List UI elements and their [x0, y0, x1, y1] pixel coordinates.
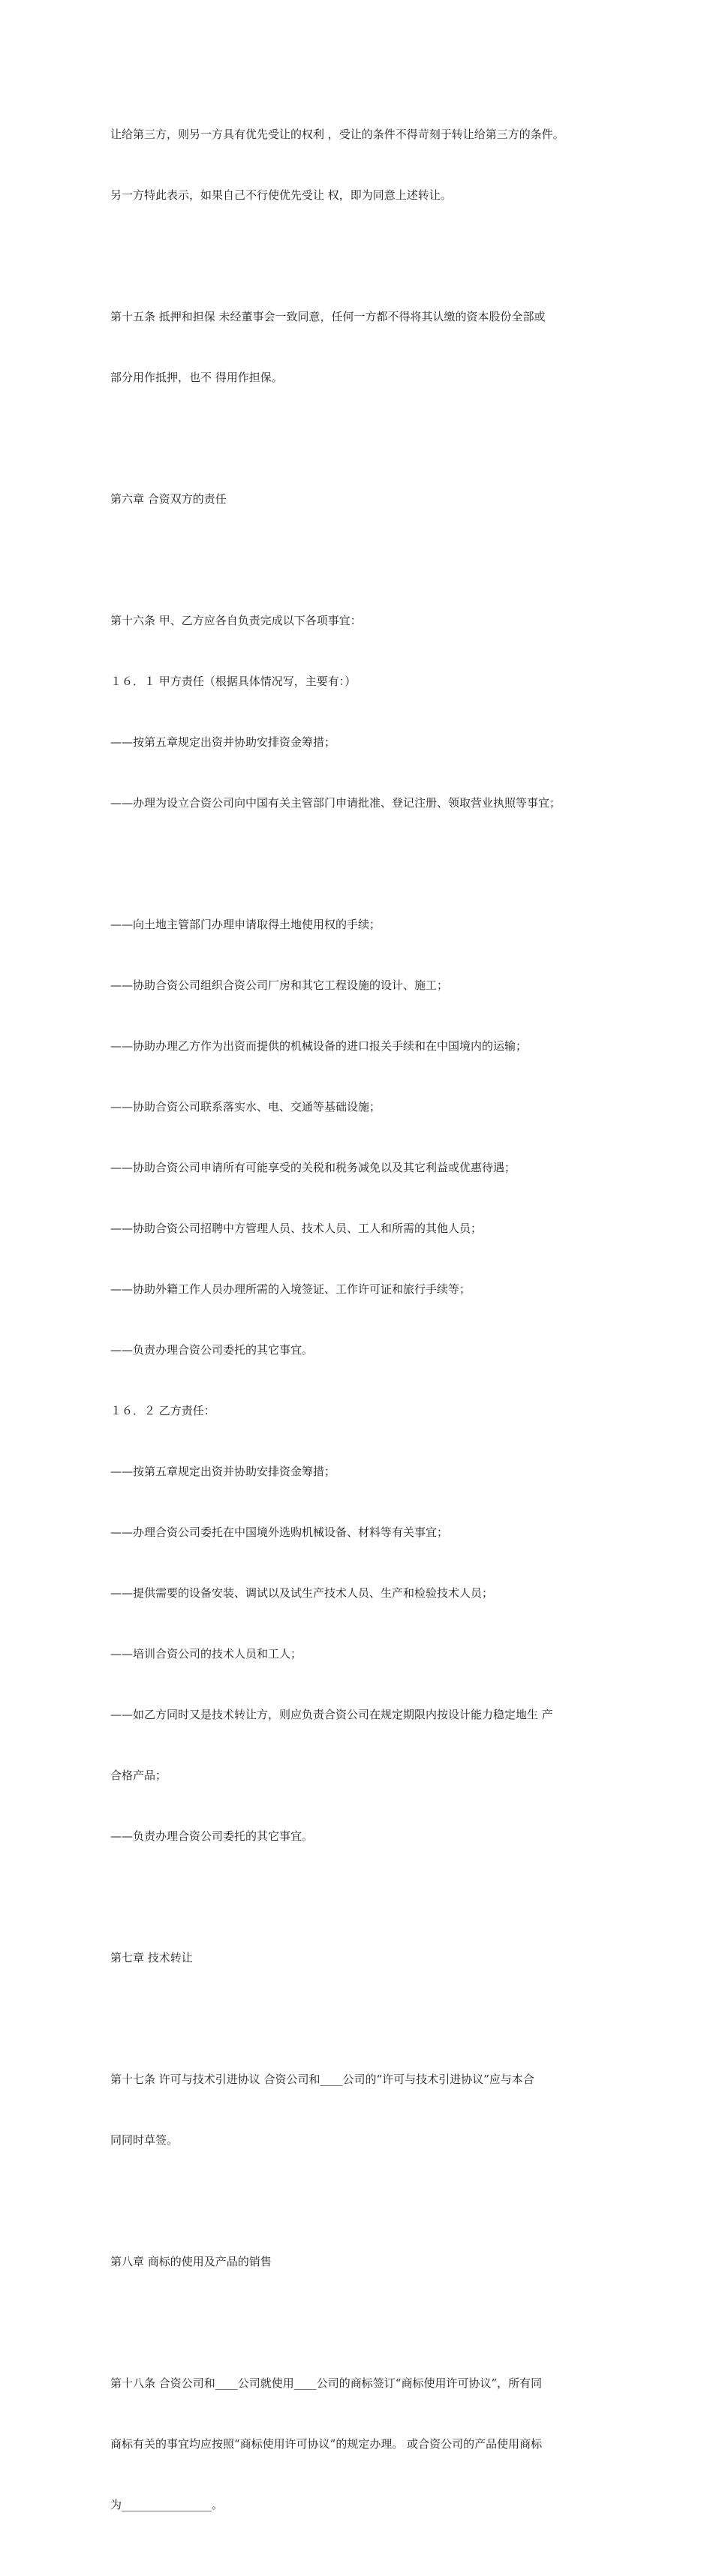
text-line: 部分用作抵押，也不 得用作担保。 [110, 371, 283, 384]
list-item: ——办理为设立合资公司向中国有关主管部门申请批准、登记注册、领取营业执照等事宜； [110, 796, 561, 810]
section-16-2-heading: １６．２ 乙方责任： [110, 1404, 215, 1417]
blank-line [110, 854, 621, 874]
list-item: ——培训合资公司的技术人员和工人； [110, 1647, 302, 1661]
text-line: 另一方特此表示，如果自己不行使优先受让 权，即为同意上述转让。 [110, 188, 452, 202]
list-item: ——协助外籍工作人员办理所需的入境签证、工作许可证和旅行手续等； [110, 1282, 471, 1296]
article-18-trademark [110, 2333, 621, 2556]
chapter-6-heading: 第六章 合资双方的责任 [110, 492, 227, 506]
list-item: ——协助合资公司招聘中方管理人员、技术人员、工人和所需的其他人员； [110, 1222, 483, 1235]
chapter-8-heading: 第八章 商标的使用及产品的销售 [110, 2255, 272, 2268]
text-line: 让给第三方，则另一方具有优先受让的权利 ，受让的条件不得苛刻于转让给第三方的条件。 [110, 128, 564, 141]
list-item: ——协助合资公司组织合资公司厂房和其它工程设施的设计、施工； [110, 978, 449, 992]
article-15-mortgage [110, 266, 621, 428]
chapter-7-heading: 第七章 技术转让 [110, 1951, 193, 1964]
list-item: ——协助合资公司联系落实水、电、交通等基础设施； [110, 1100, 381, 1114]
document-page [110, 84, 621, 2576]
text-line: 为________________。 [110, 2498, 224, 2511]
list-item: ——负责办理合资公司委托的其它事宜。 [110, 1343, 314, 1357]
text-line: 第十七条 许可与技术引进协议 合资公司和____公司的“许可与技术引进协议”应与本合 [110, 2073, 534, 2086]
list-item: ——按第五章规定出资并协助安排资金筹措； [110, 1465, 336, 1478]
list-item: ——提供需要的设备安装、调试以及试生产技术人员、生产和检验技术人员； [110, 1586, 494, 1600]
section-16-1-heading: １６．１ 甲方责任（根据具体情况写，主要有：） [110, 675, 356, 688]
list-item: ——按第五章规定出资并协助安排资金筹措； [110, 735, 336, 749]
article-16-intro: 第十六条 甲、乙方应各自负责完成以下各项事宜： [110, 614, 362, 627]
text-line: 第十八条 合资公司和____公司就使用____公司的商标签订“商标使用许可协议”，所有同 [110, 2376, 543, 2390]
list-item: ——协助办理乙方作为出资而提供的机械设备的进口报关手续和在中国境内的运输； [110, 1039, 528, 1053]
article-17-license [110, 2029, 621, 2191]
text-line: 第十五条 抵押和担保 未经董事会一致同意，任何一方都不得将其认缴的资本股份全部或 [110, 310, 546, 323]
text-line: 商标有关的事宜均应按照“商标使用许可协议”的规定办理。 或合资公司的产品使用商标 [110, 2437, 543, 2451]
paragraph-preemptive-right [110, 84, 621, 246]
list-item: ——办理合资公司委托在中国境外选购机械设备、材料等有关事宜； [110, 1525, 449, 1539]
text-line: 同同时草签。 [110, 2133, 179, 2147]
list-item: ——如乙方同时又是技术转让方，则应负责合资公司在规定期限内按设计能力稳定地生 产 [110, 1708, 553, 1721]
list-item-continuation: 合格产品； [110, 1769, 167, 1782]
list-item: ——协助合资公司申请所有可能享受的关税和税务减免以及其它利益或优惠待遇； [110, 1161, 516, 1174]
list-item: ——向土地主管部门办理申请取得土地使用权的手续； [110, 918, 381, 931]
list-item: ——负责办理合资公司委托的其它事宜。 [110, 1829, 314, 1843]
article-16-responsibilities [110, 570, 621, 1887]
